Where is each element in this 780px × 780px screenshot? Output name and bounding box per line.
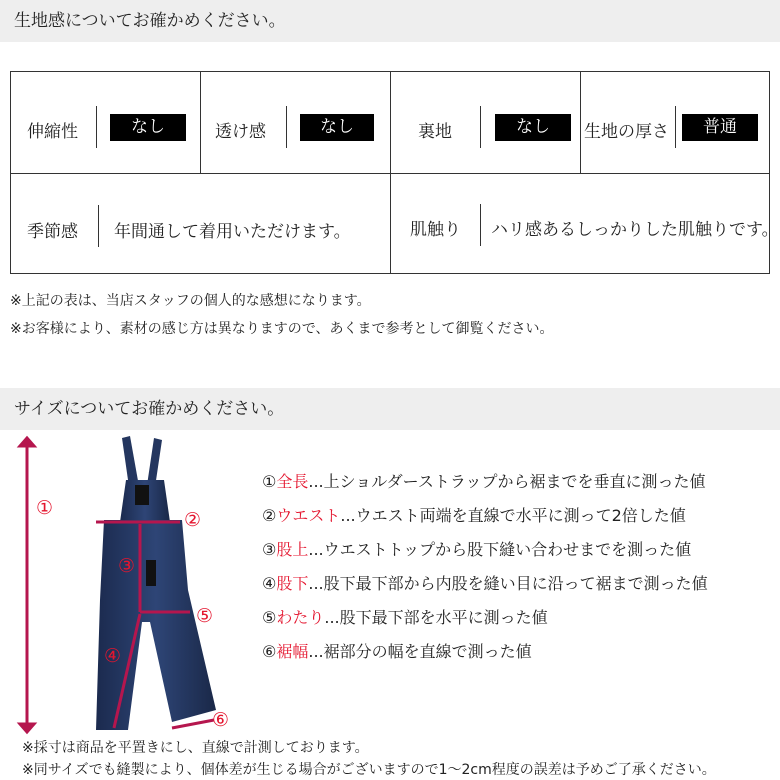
- measurement-term: 裾幅: [276, 642, 309, 661]
- hem-width-line: [172, 720, 214, 728]
- arrow-head: [20, 438, 34, 446]
- measurement-item: [262, 469, 706, 492]
- measurement-number: ⑤: [262, 608, 277, 627]
- measurement-desc: ...上ショルダーストラップから裾までを垂直に測った値: [308, 472, 706, 491]
- marker-6: ⑥: [212, 709, 230, 731]
- measurement-item: [262, 571, 708, 594]
- fabric-table: [10, 71, 779, 274]
- measurement-term: 股上: [276, 540, 309, 559]
- fabric-note: ※上記の表は、当店スタッフの個人的な感想になります。: [10, 293, 371, 309]
- marker-2: ②: [184, 509, 202, 531]
- size-note: ※採寸は商品を平置きにし、直線で計測しております。: [22, 740, 369, 756]
- lining-value-badge: なし: [495, 114, 571, 141]
- measurement-desc: ...ウエスト両端を直線で水平に測って2倍した値: [340, 506, 686, 525]
- measurement-item: [262, 503, 686, 526]
- thickness-label: 生地の厚さ: [584, 122, 669, 142]
- measurement-item: [262, 537, 691, 560]
- table-column-divider: [200, 72, 201, 173]
- marker-5: ⑤: [196, 605, 214, 627]
- sheerness-value-badge: なし: [300, 114, 374, 141]
- measurement-number: ①: [262, 472, 277, 491]
- measurement-number: ②: [262, 506, 277, 525]
- measurement-desc: ...ウエストトップから股下縫い合わせまでを測った値: [308, 540, 692, 559]
- measurement-term: 全長: [276, 472, 309, 491]
- measurement-term: 股下: [276, 574, 309, 593]
- measurement-term: ウエスト: [276, 506, 341, 525]
- arrow-head: [20, 724, 34, 732]
- texture-value: ハリ感あるしっかりした肌触りです。: [491, 220, 779, 240]
- cell-separator: [480, 106, 481, 148]
- fabric-note: ※お客様により、素材の感じ方は異なりますので、あくまで参考として御覧ください。: [10, 321, 554, 337]
- size-section-header: サイズについてお確かめください。: [0, 388, 780, 430]
- cell-separator: [98, 205, 99, 247]
- season-label: 季節感: [27, 222, 78, 242]
- measurement-number: ③: [262, 540, 277, 559]
- stretch-label: 伸縮性: [27, 122, 78, 142]
- measurement-number: ⑥: [262, 642, 277, 661]
- measurement-desc: ...股下最下部を水平に測った値: [324, 608, 548, 627]
- marker-4: ④: [104, 645, 122, 667]
- cell-separator: [96, 106, 97, 148]
- overalls-measurement-diagram: [0, 430, 250, 740]
- size-note: ※同サイズでも縫製により、個体差が生じる場合がございますので1～2cm程度の誤差は予めご了承ください。: [22, 762, 716, 778]
- cell-separator: [675, 106, 676, 148]
- side-pocket: [146, 560, 156, 586]
- marker-1: ①: [36, 497, 54, 519]
- cell-separator: [286, 106, 287, 148]
- season-value: 年間通して着用いただけます。: [114, 222, 351, 242]
- measurement-desc: ...裾部分の幅を直線で測った値: [308, 642, 532, 661]
- stretch-value-badge: なし: [110, 114, 186, 141]
- fabric-section-header: 生地感についてお確かめください。: [0, 0, 780, 42]
- overalls-illustration: [0, 430, 250, 740]
- table-column-divider: [390, 72, 391, 273]
- marker-3: ③: [118, 555, 136, 577]
- lining-label: 裏地: [418, 122, 452, 142]
- table-column-divider: [580, 72, 581, 173]
- bib-pocket: [135, 485, 149, 505]
- thickness-value-badge: 普通: [682, 114, 758, 141]
- texture-label: 肌触り: [410, 220, 461, 240]
- sheerness-label: 透け感: [215, 122, 266, 142]
- measurement-item: [262, 605, 548, 628]
- measurement-term: わたり: [276, 608, 325, 627]
- measurement-number: ④: [262, 574, 277, 593]
- measurement-desc: ...股下最下部から内股を縫い目に沿って裾まで測った値: [308, 574, 708, 593]
- cell-separator: [480, 204, 481, 246]
- measurement-item: [262, 639, 532, 662]
